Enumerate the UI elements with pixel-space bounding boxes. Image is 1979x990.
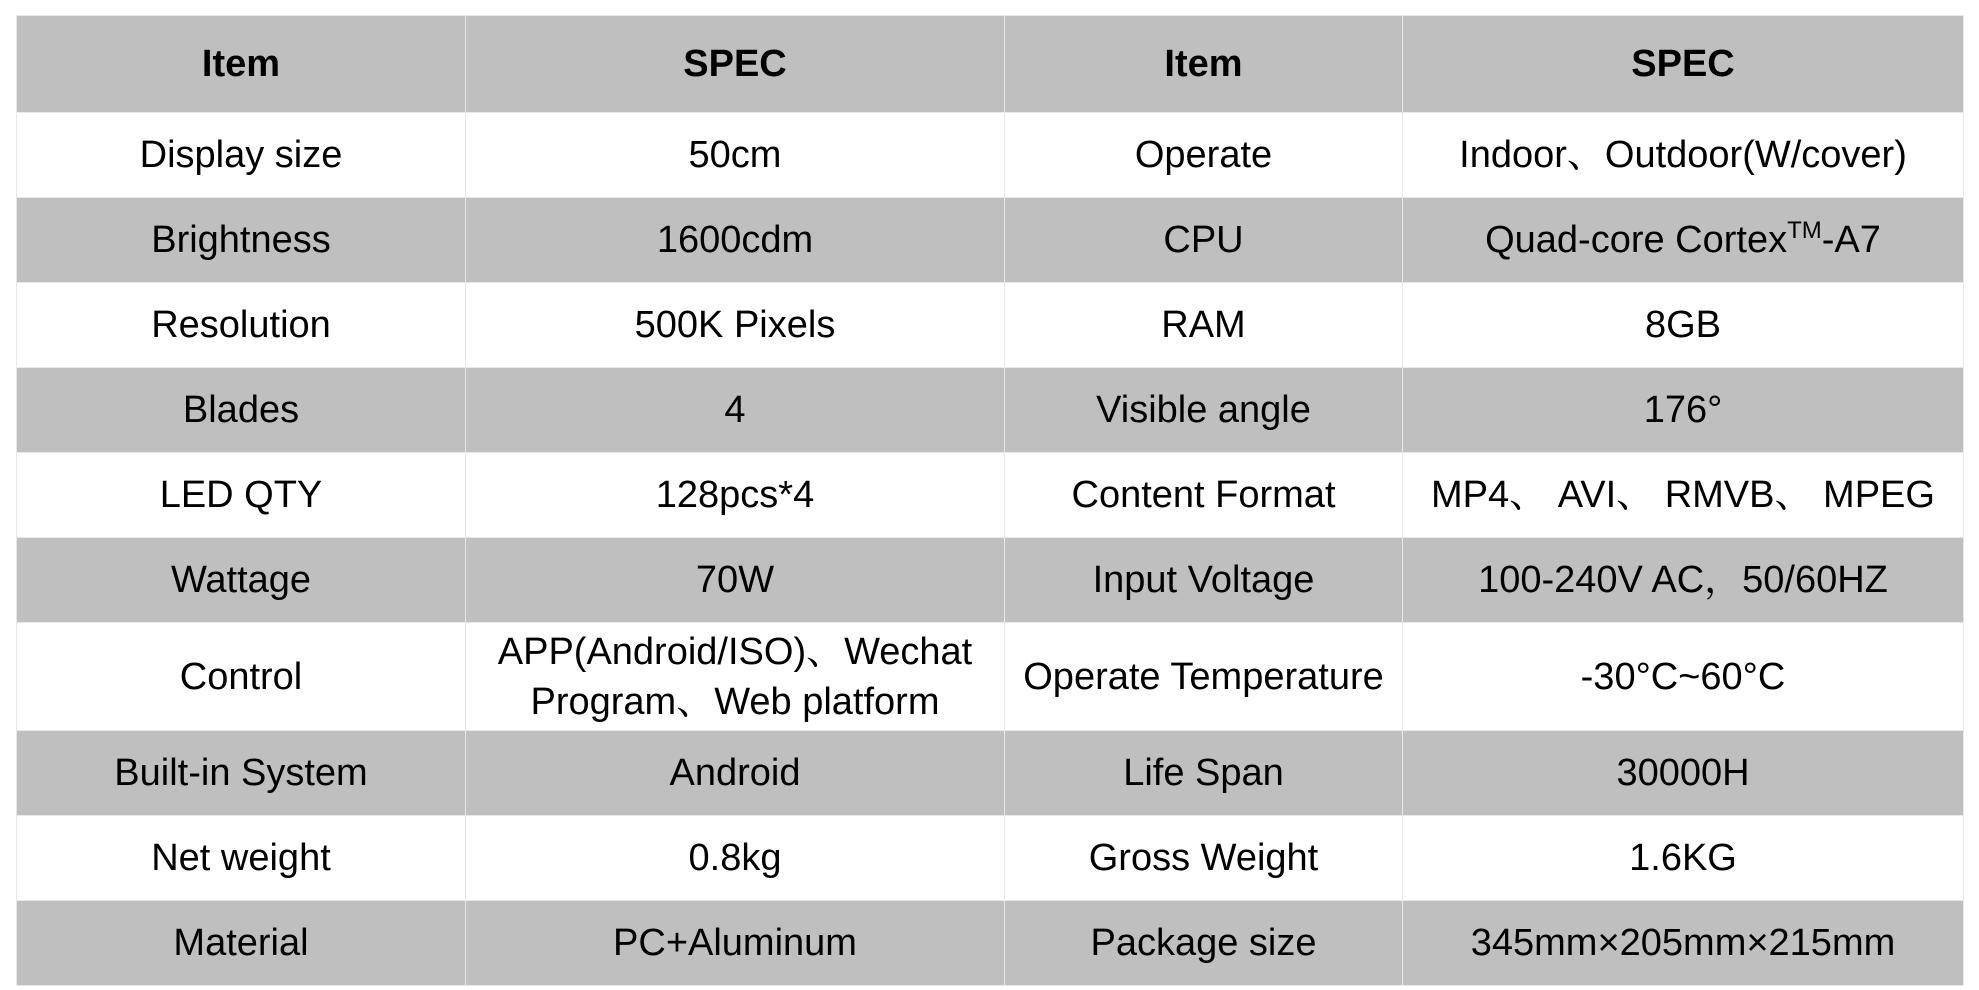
item-cell: Gross Weight [1005, 816, 1403, 901]
spec-cell [466, 623, 1005, 731]
table-row [17, 368, 1964, 453]
item-cell: Material [17, 901, 466, 986]
item-cell: Package size [1005, 901, 1403, 986]
table-row [17, 816, 1964, 901]
spec-cell: 176° [1403, 368, 1964, 453]
spec-cell: 100-240V AC，50/60HZ [1403, 538, 1964, 623]
item-cell: Display size [17, 113, 466, 198]
table-header-row [17, 16, 1964, 113]
item-cell: Brightness [17, 198, 466, 283]
spec-text: Quad-core Cortex [1485, 219, 1788, 261]
spec-table [16, 15, 1964, 986]
spec-cell: 1600cdm [466, 198, 1005, 283]
spec-text-line: APP(Android/ISO)、Wechat [497, 630, 973, 673]
item-cell: Input Voltage [1005, 538, 1403, 623]
column-header-spec: SPEC [1403, 16, 1964, 113]
item-cell: Wattage [17, 538, 466, 623]
item-cell: Life Span [1005, 731, 1403, 816]
spec-text-tail: -A7 [1821, 219, 1881, 261]
column-header-item: Item [17, 16, 466, 113]
spec-cell: 0.8kg [466, 816, 1005, 901]
spec-cell: PC+Aluminum [466, 901, 1005, 986]
table-row [17, 113, 1964, 198]
table-row [17, 198, 1964, 283]
spec-cell: 500K Pixels [466, 283, 1005, 368]
item-cell: Resolution [17, 283, 466, 368]
spec-cell: 1.6KG [1403, 816, 1964, 901]
table-row [17, 731, 1964, 816]
spec-cell: 128pcs*4 [466, 453, 1005, 538]
item-cell: CPU [1005, 198, 1403, 283]
item-cell: Operate Temperature [1005, 623, 1403, 731]
item-cell: Content Format [1005, 453, 1403, 538]
column-header-spec: SPEC [466, 16, 1005, 113]
item-cell: Operate [1005, 113, 1403, 198]
spec-cell: 70W [466, 538, 1005, 623]
table-row [17, 453, 1964, 538]
table-row [17, 901, 1964, 986]
spec-cell: MP4、 AVI、 RMVB、 MPEG [1403, 453, 1964, 538]
spec-cell [1403, 198, 1964, 283]
item-cell: Net weight [17, 816, 466, 901]
column-header-item: Item [1005, 16, 1403, 113]
spec-cell: 50cm [466, 113, 1005, 198]
item-cell: RAM [1005, 283, 1403, 368]
spec-cell: 4 [466, 368, 1005, 453]
spec-cell: Indoor、Outdoor(W/cover) [1403, 113, 1964, 198]
trademark-superscript: TM [1787, 217, 1822, 244]
spec-cell: -30°C~60°C [1403, 623, 1964, 731]
item-cell: Built-in System [17, 731, 466, 816]
item-cell: LED QTY [17, 453, 466, 538]
table-row [17, 283, 1964, 368]
table-row [17, 538, 1964, 623]
spec-cell: 345mm×205mm×215mm [1403, 901, 1964, 986]
spec-cell: 30000H [1403, 731, 1964, 816]
item-cell: Control [17, 623, 466, 731]
spec-cell: Android [466, 731, 1005, 816]
spec-text-line: Program、Web platform [530, 680, 940, 723]
item-cell: Visible angle [1005, 368, 1403, 453]
spec-cell: 8GB [1403, 283, 1964, 368]
item-cell: Blades [17, 368, 466, 453]
table-row [17, 623, 1964, 731]
